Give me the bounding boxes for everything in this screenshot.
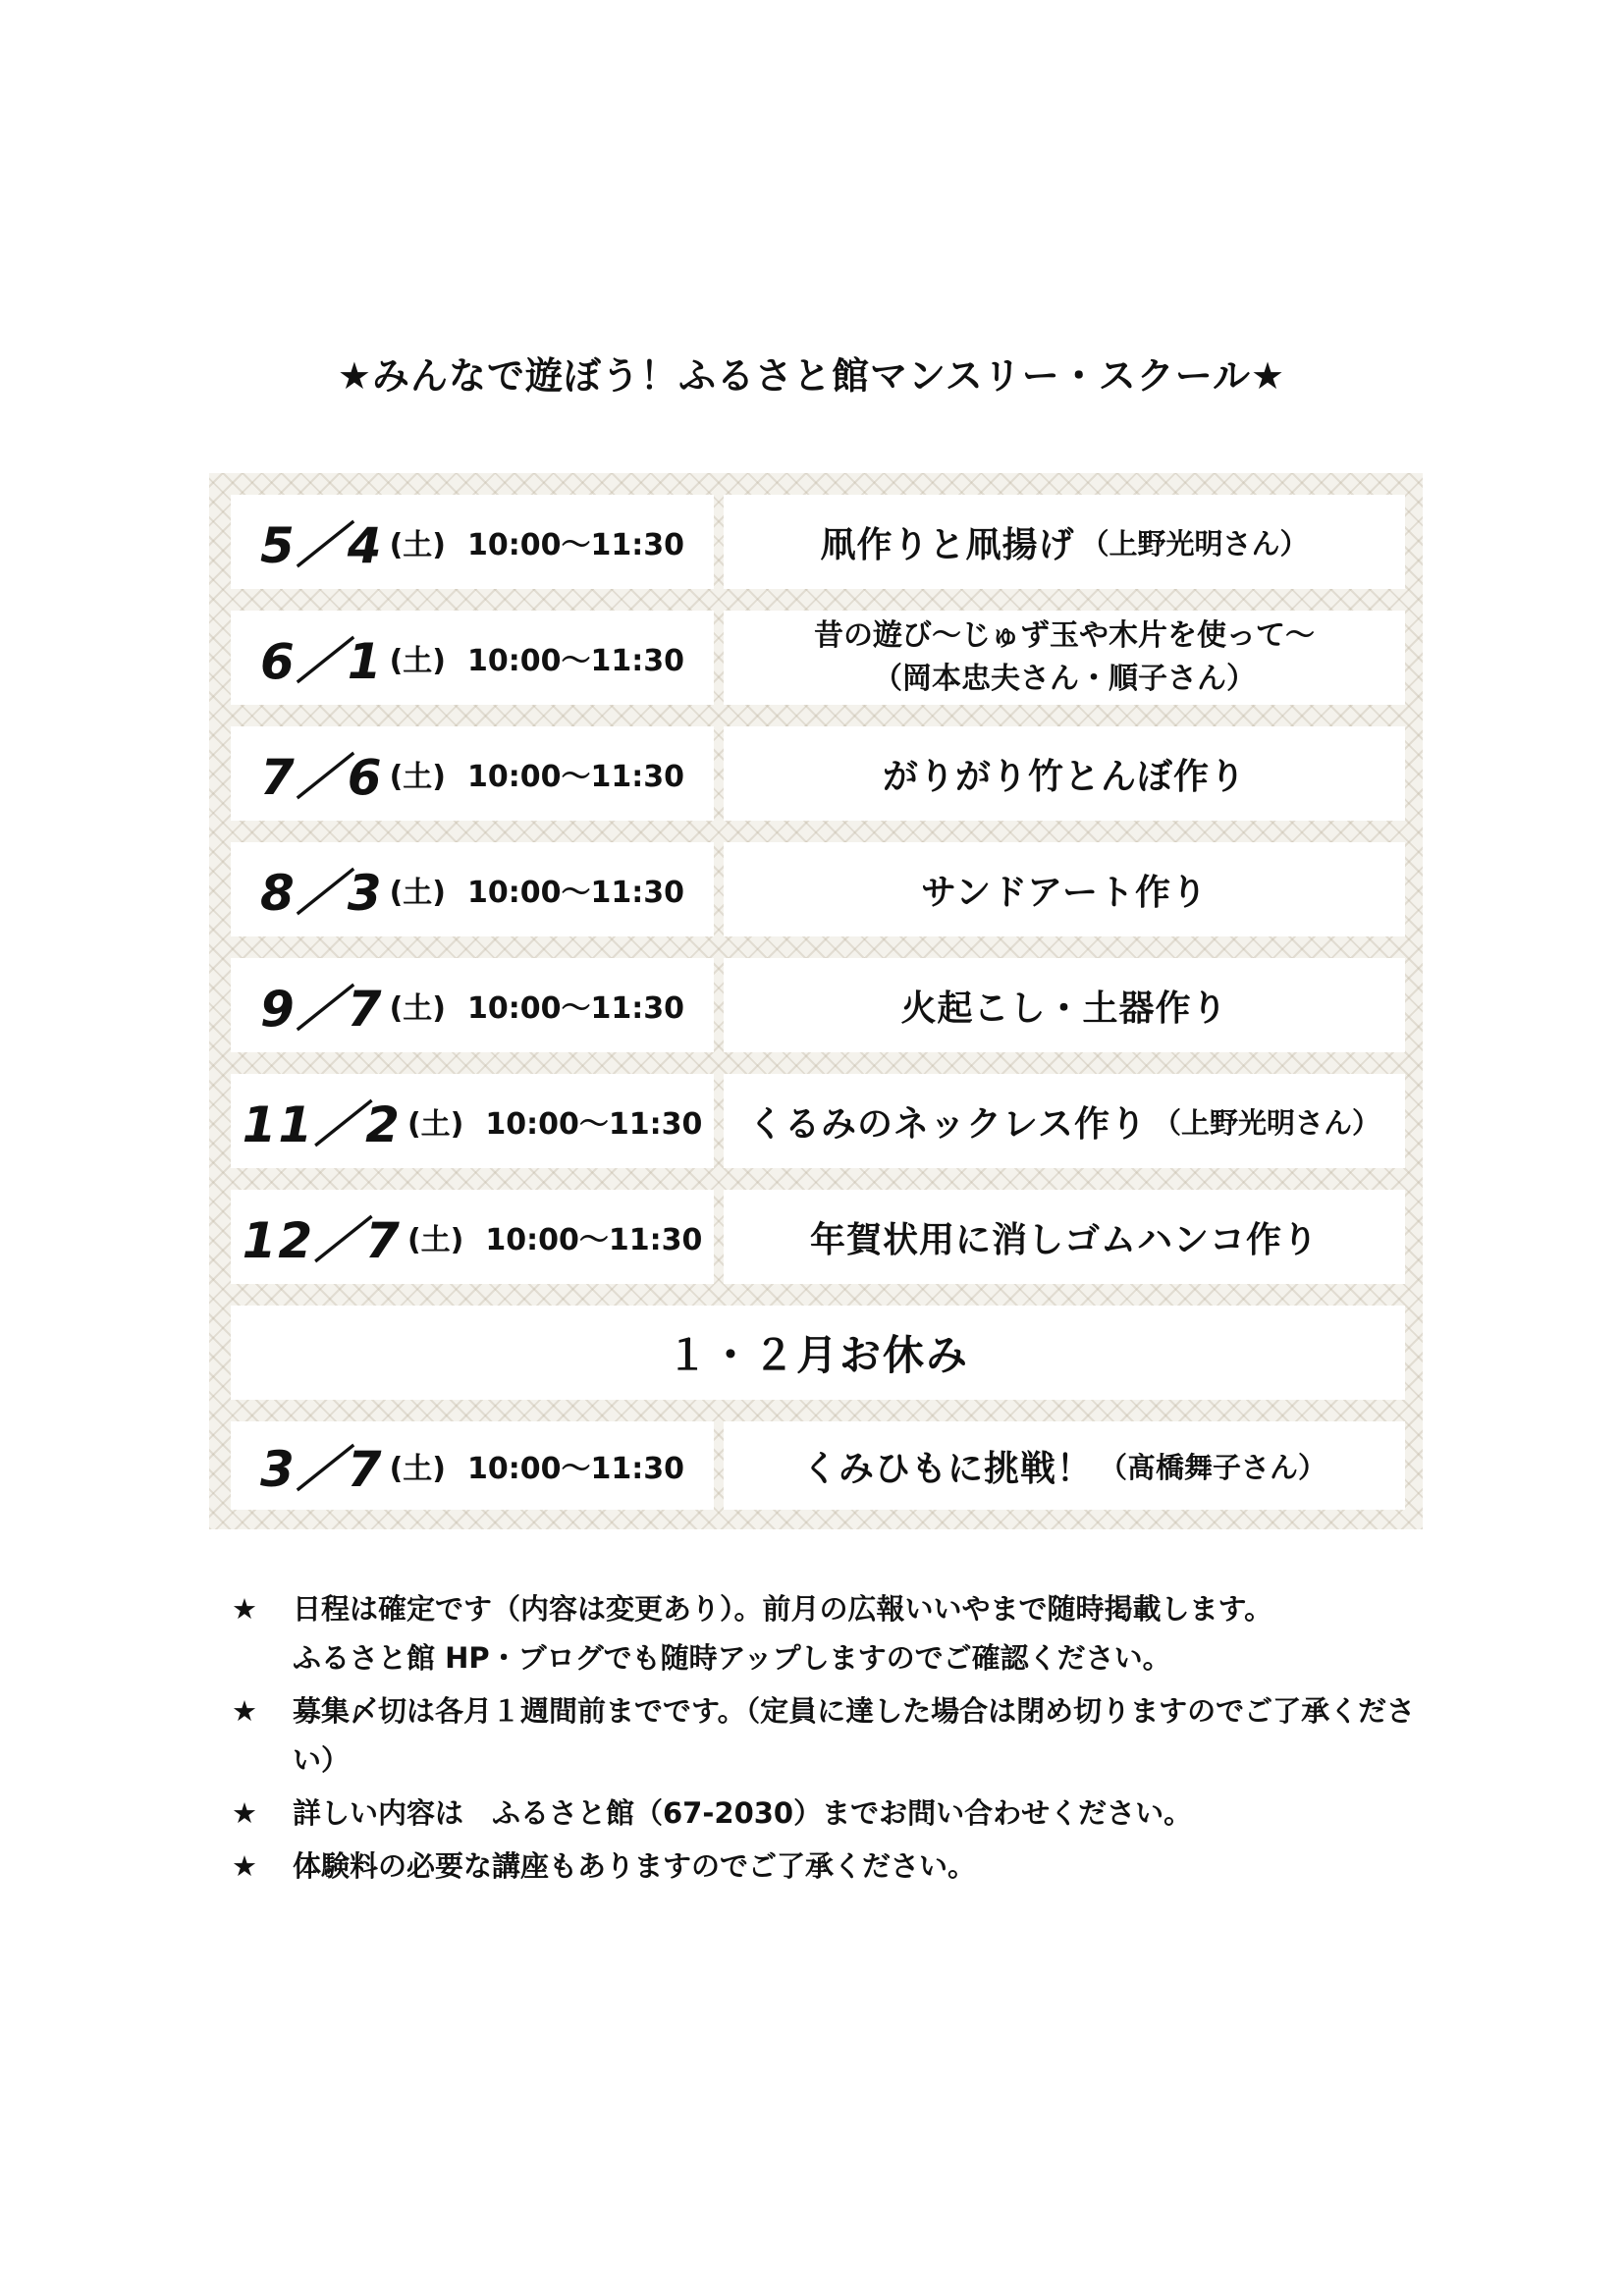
weekday: (土) — [389, 991, 446, 1026]
date: 3／7 — [259, 1441, 384, 1498]
note-text: 日程は確定です（内容は変更あり）。前月の広報いいやまで随時掲載します。 — [293, 1592, 1273, 1626]
event-instructor: （髙橋舞子さん） — [1099, 1450, 1327, 1484]
weekday: (土) — [389, 528, 446, 562]
time-range: 10:00～11:30 — [467, 644, 684, 678]
event-title: がりがり竹とんぼ作り — [882, 756, 1246, 797]
holiday-notice: １・２月お休み — [666, 1331, 969, 1379]
event-instructor: （上野光明さん） — [1080, 526, 1309, 561]
table-row-event — [724, 1190, 1405, 1284]
weekday: (土) — [389, 760, 446, 794]
weekday: (土) — [406, 1107, 464, 1142]
table-row-event — [724, 1421, 1405, 1510]
schedule-table — [209, 473, 1423, 1529]
table-row-date — [231, 842, 714, 936]
note-text: 詳しい内容は ふるさと館（67-2030）までお問い合わせください。 — [293, 1796, 1193, 1830]
time-range: 10:00～11:30 — [467, 760, 684, 794]
event-title: 火起こし・土器作り — [900, 988, 1228, 1029]
star-icon: ★ — [232, 1796, 257, 1830]
weekday: (土) — [406, 1223, 464, 1257]
star-icon: ★ — [232, 1694, 257, 1728]
event-title: くみひもに挑戦！ — [801, 1448, 1093, 1489]
date: 11／2 — [242, 1096, 402, 1153]
date: 12／7 — [242, 1212, 402, 1269]
table-row-date — [231, 1421, 714, 1510]
table-row-date — [231, 611, 714, 705]
time-range: 10:00～11:30 — [467, 1452, 684, 1486]
date: 7／6 — [259, 749, 384, 806]
date: 6／1 — [259, 633, 384, 690]
table-row-event — [724, 611, 1405, 705]
time-range: 10:00～11:30 — [485, 1223, 703, 1257]
weekday: (土) — [389, 1452, 446, 1486]
event-title: くるみのネックレス作り — [748, 1103, 1147, 1145]
event-instructor: （岡本忠夫さん・順子さん） — [873, 662, 1256, 696]
note-item — [232, 1686, 1420, 1785]
table-row-event — [724, 958, 1405, 1052]
holiday-row — [231, 1306, 1405, 1400]
event-title: 昔の遊び～じゅず玉や木片を使って～ — [814, 618, 1315, 653]
time-range: 10:00～11:30 — [467, 528, 684, 562]
table-row-event — [724, 495, 1405, 589]
table-row-date — [231, 1074, 714, 1168]
note-text: 募集〆切は各月１週間前までです。（定員に達した場合は閉め切りますのでご了承ください） — [293, 1694, 1416, 1777]
weekday: (土) — [389, 644, 446, 678]
notes-list — [232, 1584, 1420, 1895]
note-item — [232, 1584, 1420, 1682]
time-range: 10:00～11:30 — [467, 991, 684, 1026]
event-title: 年賀状用に消しゴムハンコ作り — [809, 1219, 1319, 1260]
table-row-event — [724, 726, 1405, 821]
date: 9／7 — [259, 981, 384, 1038]
date: 5／4 — [259, 517, 384, 574]
event-title: 凧作りと凧揚げ — [820, 524, 1075, 565]
note-item — [232, 1842, 1420, 1891]
weekday: (土) — [389, 876, 446, 910]
event-instructor: （上野光明さん） — [1152, 1105, 1380, 1140]
star-icon: ★ — [232, 1592, 257, 1626]
time-range: 10:00～11:30 — [485, 1107, 703, 1142]
time-range: 10:00～11:30 — [467, 876, 684, 910]
page-title: ★みんなで遊ぼう！ふるさと館マンスリー・スクール★ — [337, 354, 1286, 398]
star-icon: ★ — [232, 1849, 257, 1883]
table-row-date — [231, 1190, 714, 1284]
note-text-line2: ふるさと館 HP・ブログでも随時アップしますのでご確認ください。 — [293, 1641, 1171, 1675]
table-row-date — [231, 726, 714, 821]
event-title: サンドアート作り — [920, 872, 1209, 913]
table-row-date — [231, 958, 714, 1052]
table-row-date — [231, 495, 714, 589]
date: 8／3 — [259, 865, 384, 922]
table-row-event — [724, 1074, 1405, 1168]
table-row-event — [724, 842, 1405, 936]
note-text: 体験料の必要な講座もありますのでご了承ください。 — [293, 1849, 977, 1883]
note-item — [232, 1789, 1420, 1838]
